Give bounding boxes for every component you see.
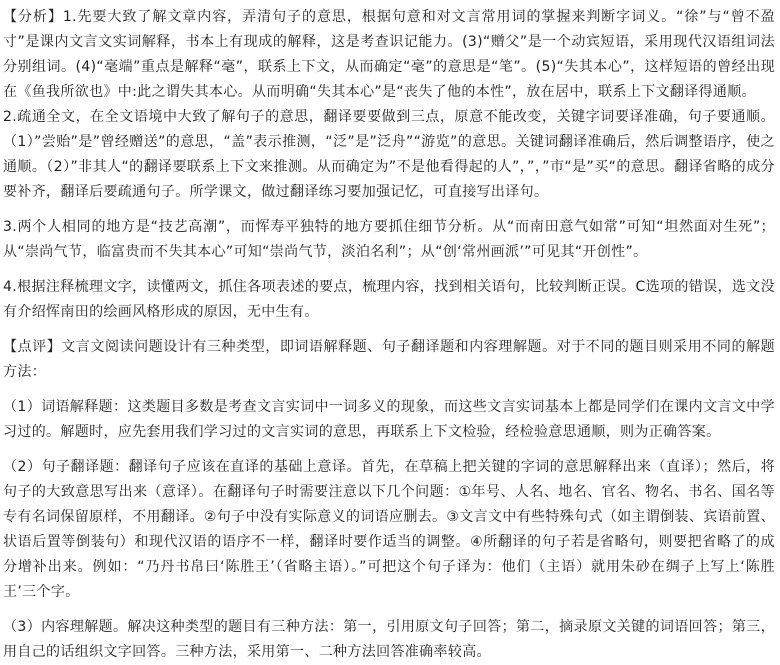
spacer — [3, 265, 775, 275]
comment-intro-text: 文言文阅读问题设计有三种类型，即词语解释题、句子翻译题和内容理解题。对于不同的题目则采用不同的解题方法： — [3, 339, 775, 380]
comment-intro-paragraph — [3, 335, 775, 385]
analysis-paragraph-4: 4.根据注释梳理文字，读懂两文，抓住各项表述的要点，梳理内容，找到相关语句，比较判断正误。C选项的错误，选文没有介绍恽南田的绘画风格形成的原因，无中生有。 — [3, 279, 775, 320]
spacer — [3, 325, 775, 335]
comment-paragraph-word-explanation: （1）词语解释题：这类题目多数是考查文言实词中一词多义的现象，而这些文言实词基本上都是同学们在课内文言文中学习过的。解题时，应先套用我们学习过的文言实词的意思，再联系上下文检验，经检验意思通顺，则为正确答案。 — [3, 399, 775, 440]
analysis-point-1-text: 1.先要大致了解文章内容，弄清句子的意思，根据句意和对文言常用词的掌握来判断字词义。“徐”与“曾不盈寸”是课内文言文实词解释，书本上有现成的解释，这是考查识记能力。(3)“赠父”是一个动宾短语，采用现代汉语组词法分别组词。(4)“毫端”重点是解释“毫”，联系上下文，从而确定“毫”的意思是“笔”。(5)“失其本心”，这样短语的曾经出现在《鱼我所欲也》中:此之谓失其本心。从而明确“失其本心”是“丧失了他的本性”，放在居中，联系上下文翻译得通顺。 — [3, 9, 775, 100]
analysis-paragraph-3: 3.两个人相同的地方是“技艺高潮”，而恽寿平独特的地方要抓住细节分析。从“而南田意气如常”可知“坦然面对生死”；从“崇尚气节，临富贵而不失其本心”可知“崇尚气节，淡泊名利”；从“创‘常州画派’”可见其“开创性”。 — [3, 219, 775, 260]
spacer — [3, 445, 775, 455]
analysis-tag: 【分析】 — [3, 9, 63, 25]
analysis-paragraph-1 — [3, 5, 775, 105]
comment-paragraph-content-understanding: （3）内容理解题。解决这种类型的题目有三种方法：第一，引用原文句子回答；第二，摘录原文关键的词语回答；第三，用自己的话组织文字回答。三种方法，采用第一、二种方法回答准确率较高。 — [3, 619, 775, 660]
analysis-paragraph-2: 2.疏通全文，在全文语境中大致了解句子的意思，翻译要要做到三点，原意不能改变，关键字词要译准确，句子要通顺。（1）”尝贻”是”曾经赠送”的意思，“盖”表示推测，“泛”是”泛舟”“游览”的意思。关键词翻译准确后，然后调整语序，使之通顺。（2）”非其人“的翻译要联系上下文来推测。从而确定为”不是他看得起的人”，”，”市“是”买“的意思。翻译省略的成分要补齐，翻译后要疏通句子。所学课文，做过翻译练习要加强记忆，可直接写出译句。 — [3, 109, 775, 200]
comment-paragraph-sentence-translation: （2）句子翻译题：翻译句子应该在直译的基础上意译。首先，在草稿上把关键的字词的意思解释出来（直译）；然后，将句子的大致意思写出来（意译）。在翻译句子时需要注意以下几个问题：①年号、人名、地名、官名、物名、书名、国名等专有名词保留原样，不用翻译。②句子中没有实际意义的词语应删去。③文言文中有些特殊句式（如主谓倒装、宾语前置、状语后置等倒装句）和现代汉语的语序不一样，翻译时要作适当的调整。④所翻译的句子若是省略句，则要把省略了的成分增补出来。例如：“乃丹书帛曰‘陈胜王’（省略主语）。”可把这个句子译为：他们（主语）就用朱砂在绸子上写上‘陈胜王’三个字。 — [3, 459, 775, 600]
spacer — [3, 385, 775, 395]
comment-tag: 【点评】 — [3, 339, 62, 355]
spacer — [3, 605, 775, 615]
spacer — [3, 205, 775, 215]
